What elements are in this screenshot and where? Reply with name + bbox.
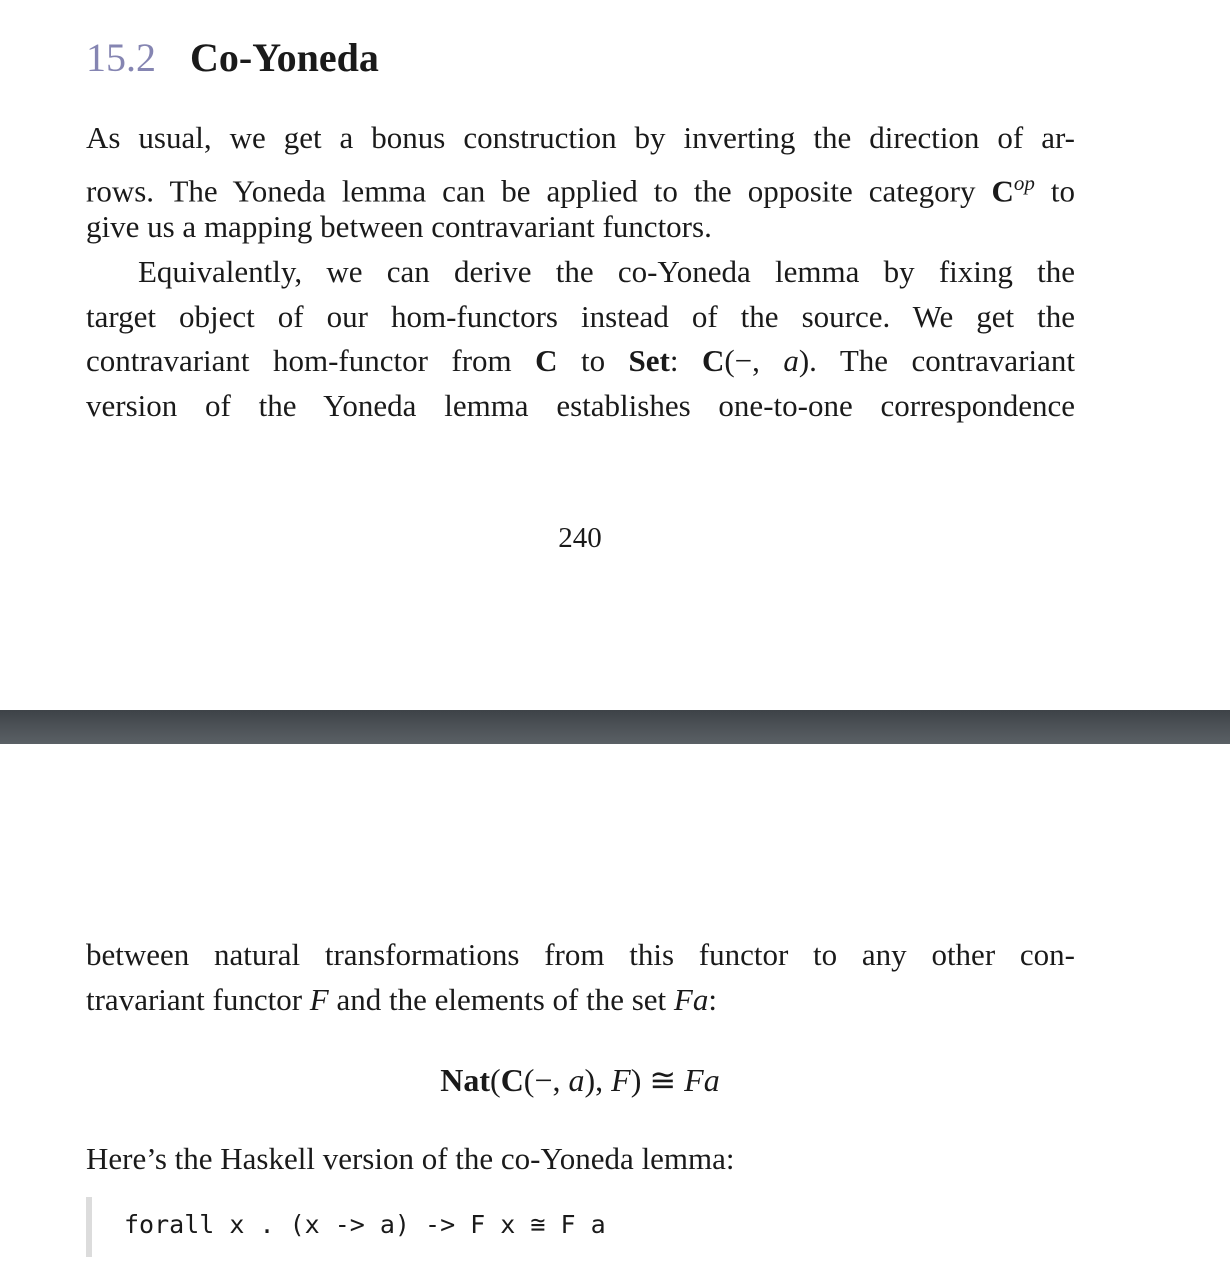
page-number: 240 [558, 522, 602, 554]
text-fragment: . The contravariant [809, 343, 1075, 378]
object-symbol: a [783, 343, 799, 378]
paragraph-4-line-1: Here’s the Haskell version of the co-Yoneda lemma: [86, 1141, 735, 1176]
paragraph-3-line-2 [86, 978, 1075, 1022]
math-fragment: ) [630, 1062, 642, 1098]
paragraph-2-line-4: version of the Yoneda lemma establishes one-to-one correspondence [86, 388, 1075, 423]
section-title: Co-Yoneda [190, 35, 379, 80]
set-category: Set [628, 343, 670, 378]
paragraph-1-line-3: give us a mapping between contravariant functors. [86, 209, 712, 244]
category-symbol: C [535, 343, 558, 378]
category-symbol: C [701, 343, 725, 378]
paragraph-3-line-1: between natural transformations from this functor to any other con- [86, 937, 1075, 972]
display-equation [0, 1058, 1160, 1102]
text-fragment: to [557, 343, 629, 378]
category-symbol: C [991, 173, 1014, 209]
paragraph-2-line-2: target object of our hom-functors instead of the source. We get the [86, 299, 1075, 334]
text-fragment: contravariant hom-functor from [86, 343, 536, 378]
iso-symbol: ≅ [641, 1062, 685, 1098]
text-fragment: : [669, 343, 702, 378]
math-fragment: (−, [724, 343, 784, 378]
code-block [86, 1197, 692, 1257]
text-fragment: travariant functor [86, 982, 310, 1017]
text-fragment: : [708, 982, 717, 1017]
math-fragment: ), [584, 1062, 612, 1098]
math-fragment: ( [490, 1062, 501, 1098]
section-heading [86, 30, 379, 86]
set-symbol: Fa [684, 1062, 720, 1098]
text-fragment: rows. The Yoneda lemma can be applied to the opposite category [86, 173, 992, 209]
paragraph-2-line-3 [86, 339, 1075, 383]
object-symbol: a [568, 1062, 585, 1098]
functor-symbol: F [309, 982, 329, 1017]
set-symbol: Fa [673, 982, 709, 1017]
code-line: forall x . (x -> a) -> F x ≅ F a [124, 1210, 606, 1239]
op-superscript: op [1013, 171, 1035, 195]
section-number: 15.2 [86, 35, 156, 80]
nat-operator: Nat [440, 1062, 491, 1098]
category-symbol: C [500, 1062, 524, 1098]
functor-symbol: F [611, 1062, 631, 1098]
text-fragment: and the elements of the set [328, 982, 674, 1017]
paragraph-1-line-1: As usual, we get a bonus construction by inverting the direction of ar- [86, 120, 1075, 155]
math-fragment: ) [798, 343, 810, 378]
text-fragment: to [1034, 173, 1075, 209]
math-fragment: (−, [523, 1062, 569, 1098]
paragraph-2-line-1: Equivalently, we can derive the co-Yoneda lemma by fixing the [138, 254, 1075, 289]
paragraph-1-line-2 [86, 161, 1075, 209]
page-separator [0, 710, 1230, 744]
